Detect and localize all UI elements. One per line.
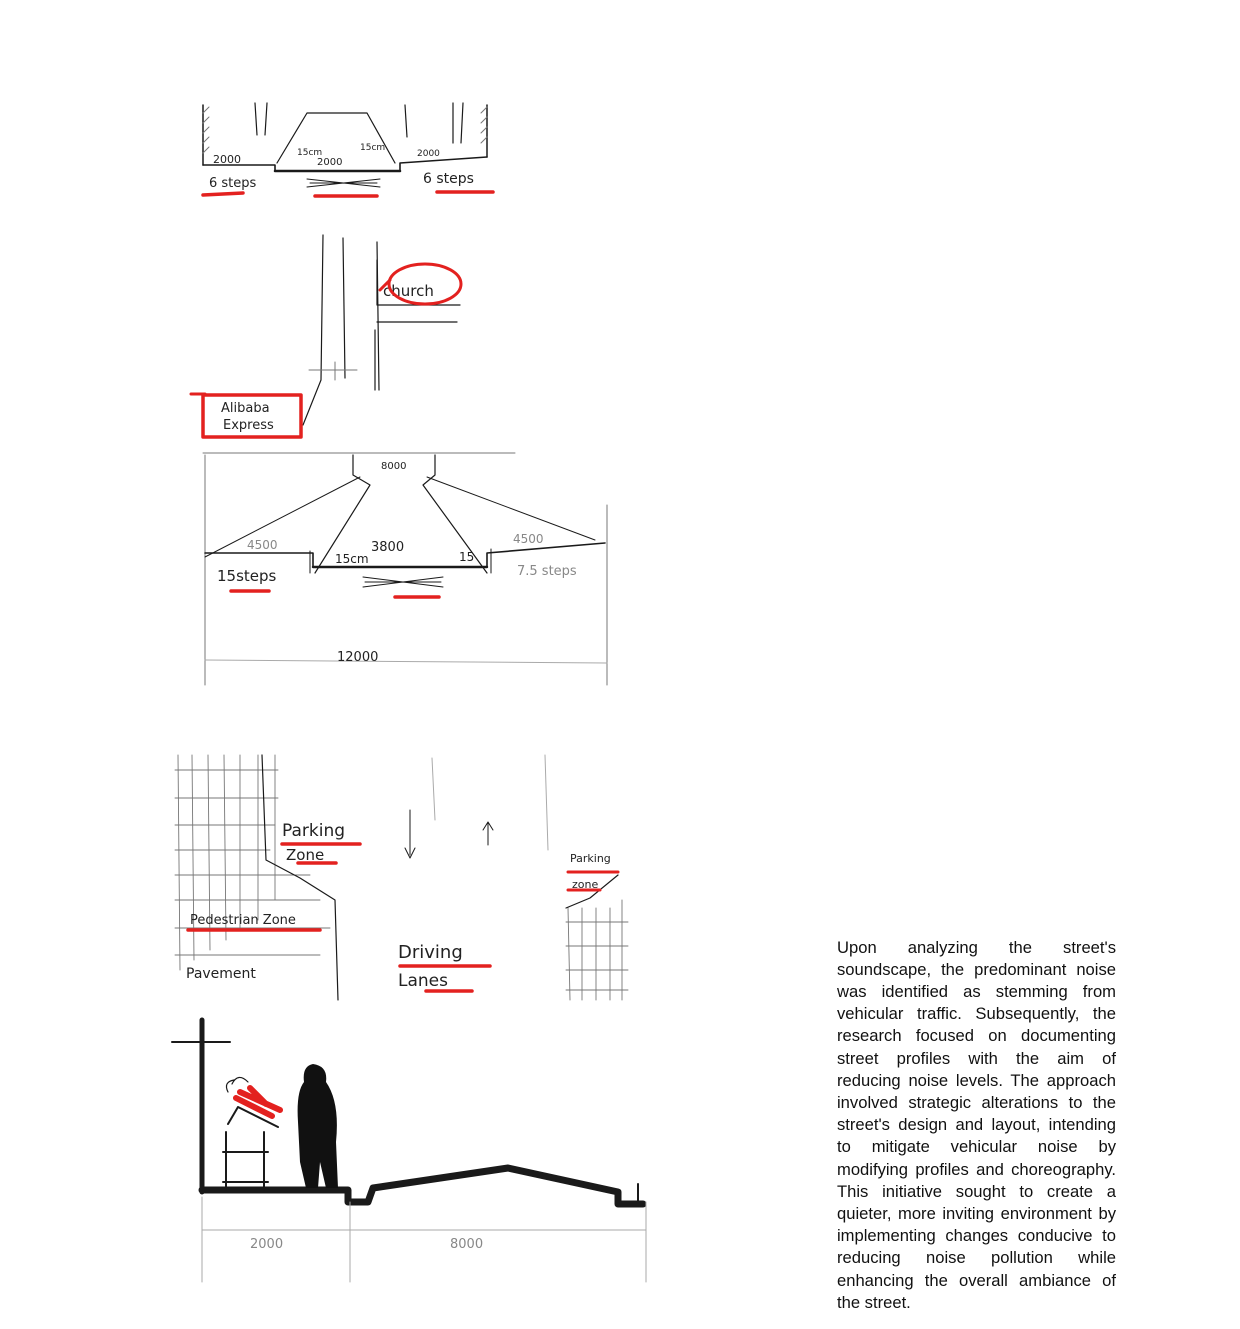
dim-right: 2000 xyxy=(417,149,440,159)
church-label: church xyxy=(383,282,434,300)
parking-right-1: Parking xyxy=(570,852,611,865)
sketch-middle-section xyxy=(195,445,615,690)
dim-step-right: 15 xyxy=(459,550,475,564)
parking-left-2: Zone xyxy=(286,846,325,864)
dim-center: 2000 xyxy=(317,157,343,168)
parking-left-1: Parking xyxy=(282,821,346,841)
sketch-plan xyxy=(185,230,485,445)
dim-right: 8000 xyxy=(450,1237,484,1252)
dim-left: 2000 xyxy=(250,1237,284,1252)
dim-right: 4500 xyxy=(513,532,544,546)
sketch-top-section xyxy=(195,95,515,210)
label-left-steps: 15steps xyxy=(217,567,277,585)
dim-left: 4500 xyxy=(247,538,278,552)
shop-label-line1: Alibaba xyxy=(221,401,270,416)
dim-center: 3800 xyxy=(371,540,405,555)
label-right-steps: 7.5 steps xyxy=(517,564,577,579)
dim-step-left: 15cm xyxy=(297,148,323,158)
label-left-steps: 6 steps xyxy=(209,176,257,191)
sketch-zones-plan xyxy=(170,750,635,1005)
parking-right-2: zone xyxy=(572,878,599,891)
driving-1: Driving xyxy=(398,942,463,963)
sketch-bottom-section xyxy=(168,1012,653,1292)
pavement-label: Pavement xyxy=(186,966,256,982)
dim-step-left: 15cm xyxy=(335,552,369,566)
dim-total: 12000 xyxy=(337,650,379,665)
dim-left: 2000 xyxy=(213,153,241,166)
dim-step-right: 15cm xyxy=(360,143,386,153)
body-paragraph: Upon analyzing the street's soundscape, the predominant noise was identified as stemming from vehicular traffic. Subsequently, the research focused on documenting street profiles with the aim of reducing noise levels. The approach involved strategic alterations to the street's design and layout, intending to mitigate vehicular noise by modifying profiles and choreography. This initiative sought to create a quieter, more inviting environment by implementing changes conducive to reducing noise pollution while enhancing the overall ambiance of the street. xyxy=(837,937,1116,1312)
shop-label-line2: Express xyxy=(223,418,274,433)
label-right-steps: 6 steps xyxy=(423,171,474,187)
dim-top: 8000 xyxy=(381,461,407,472)
pedestrian-zone: Pedestrian Zone xyxy=(190,913,296,928)
driving-2: Lanes xyxy=(398,971,448,991)
